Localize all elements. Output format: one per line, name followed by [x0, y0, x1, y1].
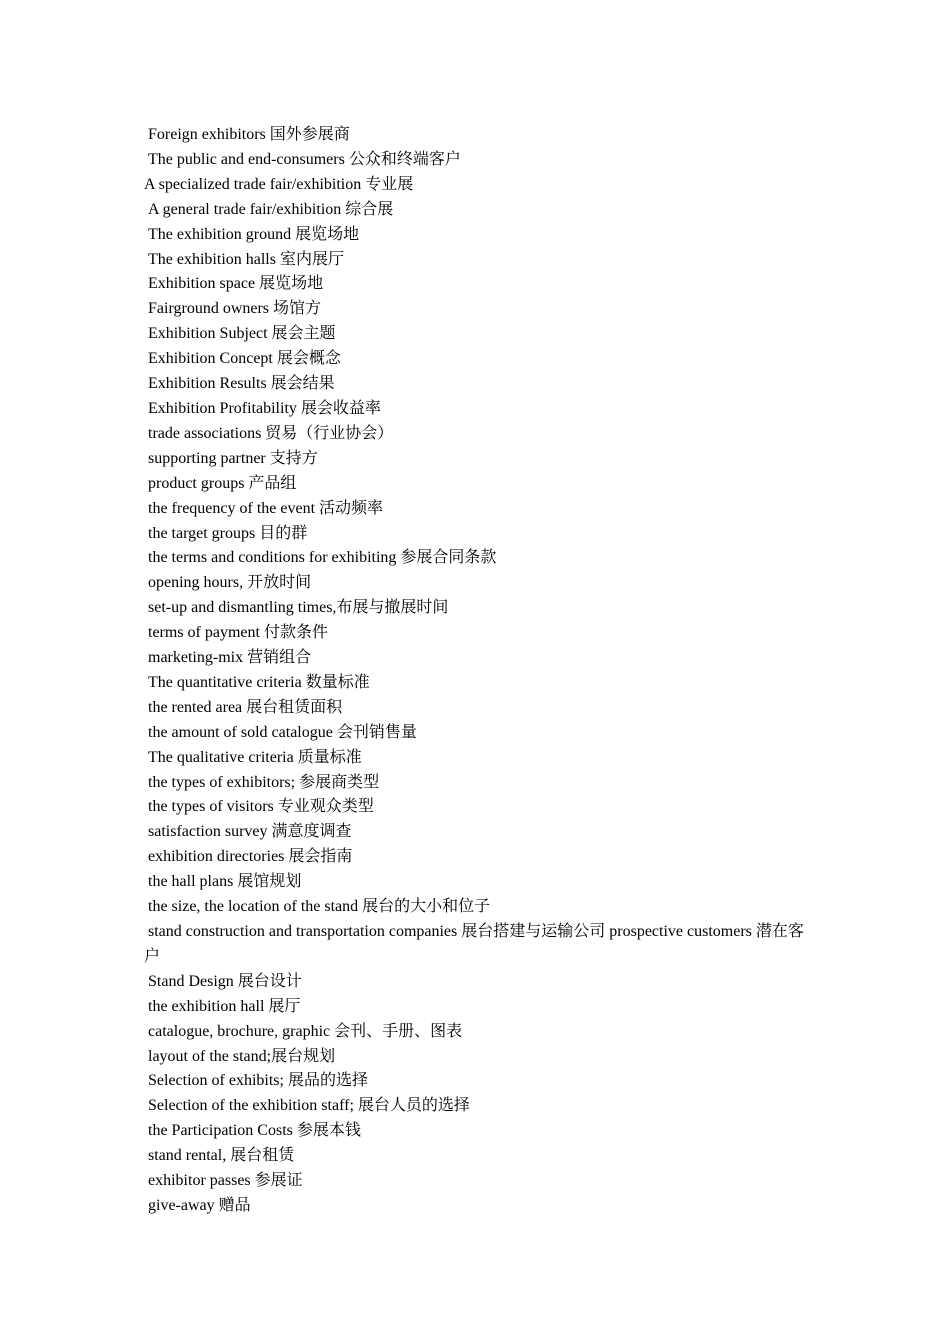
text-line: marketing-mix 营销组合: [148, 649, 312, 667]
text-line: Selection of exhibits; 展品的选择: [148, 1072, 368, 1090]
text-line: the Participation Costs 参展本钱: [148, 1122, 361, 1140]
text-line: The exhibition ground 展览场地: [148, 225, 360, 243]
text-line: Exhibition Results 展会结果: [148, 375, 335, 393]
text-line: Exhibition Concept 展会概念: [148, 350, 341, 368]
text-line: the types of exhibitors; 参展商类型: [148, 773, 380, 791]
text-line: A specialized trade fair/exhibition 专业展: [144, 175, 414, 193]
document-body: [144, 123, 814, 1219]
text-line: A general trade fair/exhibition 综合展: [148, 200, 394, 218]
text-line-wrapped: stand construction and transportation companies 展台搭建与运输公司 prospective customers 潜在客户: [144, 923, 804, 965]
text-line: trade associations 贸易（行业协会）: [148, 424, 394, 442]
text-line: Exhibition Subject 展会主题: [148, 325, 336, 343]
text-line: the frequency of the event 活动频率: [148, 499, 384, 517]
text-line: product groups 产品组: [148, 474, 297, 492]
text-line: Stand Design 展台设计: [148, 972, 302, 990]
text-line: catalogue, brochure, graphic 会刊、手册、图表: [148, 1022, 463, 1040]
text-line: Fairground owners 场馆方: [148, 300, 322, 318]
text-line: the rented area 展台租赁面积: [148, 698, 343, 716]
text-line: the hall plans 展馆规划: [148, 873, 302, 891]
text-line: The quantitative criteria 数量标准: [148, 673, 370, 691]
text-line: The qualitative criteria 质量标准: [148, 748, 362, 766]
text-line: layout of the stand;展台规划: [148, 1047, 336, 1065]
text-line: terms of payment 付款条件: [148, 624, 328, 642]
text-line: set-up and dismantling times,布展与撤展时间: [148, 599, 449, 617]
text-line: supporting partner 支持方: [148, 449, 318, 467]
text-line: the types of visitors 专业观众类型: [148, 798, 374, 816]
text-line: give-away 赠品: [148, 1196, 251, 1214]
text-line: the exhibition hall 展厅: [148, 997, 301, 1015]
text-line: Exhibition space 展览场地: [148, 275, 324, 293]
text-line: satisfaction survey 满意度调查: [148, 823, 352, 841]
text-line: The exhibition halls 室内展厅: [148, 250, 344, 268]
text-line: The public and end-consumers 公众和终端客户: [148, 150, 461, 168]
text-line: the target groups 目的群: [148, 524, 308, 542]
text-line: stand rental, 展台租赁: [148, 1147, 295, 1165]
text-line: the size, the location of the stand 展台的大小和位子: [148, 898, 491, 916]
text-line: the amount of sold catalogue 会刊销售量: [148, 723, 417, 741]
text-line: exhibition directories 展会指南: [148, 848, 353, 866]
text-line: opening hours, 开放时间: [148, 574, 312, 592]
text-line: Exhibition Profitability 展会收益率: [148, 399, 381, 417]
text-line: Selection of the exhibition staff; 展台人员的选择: [148, 1097, 470, 1115]
text-line: the terms and conditions for exhibiting 参展合同条款: [148, 549, 497, 567]
text-line: Foreign exhibitors 国外参展商: [148, 126, 350, 143]
text-line: exhibitor passes 参展证: [148, 1172, 303, 1190]
